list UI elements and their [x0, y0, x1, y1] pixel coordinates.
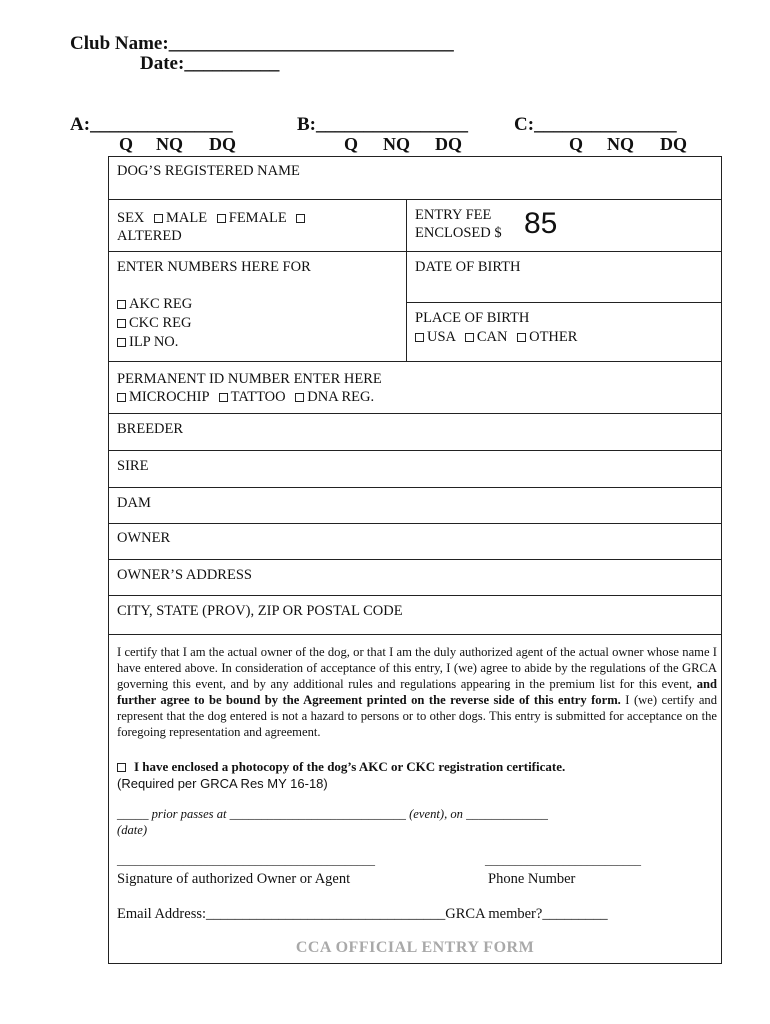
akc-reg-checkbox[interactable] — [117, 300, 126, 309]
class-c-label: C: — [514, 114, 535, 135]
microchip-checkbox[interactable] — [117, 393, 126, 402]
enter-numbers-label: ENTER NUMBERS HERE FOR — [117, 259, 311, 275]
divider — [109, 634, 721, 635]
divider — [109, 523, 721, 524]
pob-label: PLACE OF BIRTH — [415, 310, 530, 326]
class-c — [514, 114, 677, 136]
class-c-field[interactable]: _______________ — [534, 114, 677, 135]
dna-checkbox[interactable] — [295, 393, 304, 402]
class-a-nq[interactable]: NQ — [156, 134, 183, 154]
dob-label: DATE OF BIRTH — [415, 259, 521, 275]
perm-id-options — [117, 388, 374, 407]
altered-label: ALTERED — [117, 228, 182, 244]
altered-checkbox[interactable] — [296, 214, 305, 223]
date-field[interactable]: __________ — [184, 53, 280, 74]
prior-passes-line[interactable]: _____ prior passes at ____________________________ (event), on _____________ — [117, 807, 548, 821]
sex-label: SEX — [117, 210, 145, 226]
certification-text — [117, 644, 717, 740]
tattoo-checkbox[interactable] — [219, 393, 228, 402]
signature-line[interactable]: ___________________________________________ — [117, 853, 375, 867]
column-divider — [406, 199, 407, 361]
photocopy-checkbox[interactable] — [117, 763, 126, 772]
form-title: CCA OFFICIAL ENTRY FORM — [295, 939, 535, 956]
microchip-label: MICROCHIP — [129, 389, 210, 405]
phone-line[interactable]: __________________________ — [485, 853, 641, 867]
male-checkbox[interactable] — [154, 214, 163, 223]
female-label: FEMALE — [228, 210, 287, 226]
class-b-dq[interactable]: DQ — [435, 134, 462, 154]
class-a-field[interactable]: _______________ — [90, 114, 233, 135]
male-label: MALE — [166, 210, 208, 226]
club-name-label: Club Name: — [70, 33, 169, 54]
breeder-label: BREEDER — [117, 421, 184, 437]
akc-reg-label: AKC REG — [129, 296, 193, 312]
email-label: Email Address: — [117, 906, 207, 922]
class-b-label: B: — [297, 114, 316, 135]
class-b-field[interactable]: ________________ — [316, 114, 468, 135]
divider — [109, 559, 721, 560]
ckc-reg-option[interactable] — [117, 314, 191, 333]
divider — [109, 450, 721, 451]
class-c-q[interactable]: Q — [569, 134, 584, 154]
owner-address-label: OWNER’S ADDRESS — [117, 567, 252, 583]
other-label: OTHER — [529, 329, 578, 345]
divider — [109, 413, 721, 414]
member-label: GRCA member? — [445, 906, 543, 922]
pob-options — [415, 328, 577, 347]
dna-label: DNA REG. — [307, 389, 375, 405]
class-a-q[interactable]: Q — [119, 134, 134, 154]
female-checkbox[interactable] — [217, 214, 226, 223]
class-b-q[interactable]: Q — [344, 134, 359, 154]
akc-reg-option[interactable] — [117, 295, 192, 314]
class-b — [297, 114, 468, 136]
owner-label: OWNER — [117, 530, 171, 546]
email-field[interactable]: _________________________________ — [206, 906, 446, 922]
club-name-field[interactable]: ______________________________ — [168, 33, 454, 54]
email-row — [117, 905, 608, 924]
perm-id-label: PERMANENT ID NUMBER ENTER HERE — [117, 371, 382, 387]
ilp-option[interactable] — [117, 333, 178, 352]
cert-text-part1: I certify that I am the actual owner of the dog, or that I am the duly authorized agent of the actual owner whose name I have entered above. In consideration of acceptance of this entry, I (we) agree to abide by the regulations of the GRCA governing this event, and by any additional rules and regulations appearing in the premium list for this event, — [117, 645, 717, 691]
tattoo-label: TATTOO — [230, 389, 286, 405]
city-label: CITY, STATE (PROV), ZIP OR POSTAL CODE — [117, 603, 403, 619]
signature-label: Signature of authorized Owner or Agent — [117, 871, 351, 887]
class-a-dq[interactable]: DQ — [209, 134, 236, 154]
class-a-label: A: — [70, 114, 91, 135]
entry-form — [108, 156, 722, 964]
cert-text-part2: I (we) certify and represent that the dog entered is not a hazard to persons or to other dogs. This entry is submitted for acceptance on the foregoing representation and agreement. — [117, 693, 718, 739]
class-b-nq[interactable]: NQ — [383, 134, 410, 154]
usa-checkbox[interactable] — [415, 333, 424, 342]
member-field[interactable]: _________ — [542, 906, 608, 922]
dam-label: DAM — [117, 495, 151, 511]
class-c-dq[interactable]: DQ — [660, 134, 687, 154]
can-checkbox[interactable] — [465, 333, 474, 342]
date-row — [140, 53, 279, 75]
divider — [109, 251, 721, 252]
other-checkbox[interactable] — [517, 333, 526, 342]
ilp-checkbox[interactable] — [117, 338, 126, 347]
sex-field — [117, 209, 308, 228]
club-name-row — [70, 33, 454, 55]
requirement-note: (Required per GRCA Res MY 16-18) — [117, 776, 328, 791]
date-note: (date) — [117, 823, 148, 837]
entry-fee-amount[interactable]: 85 — [524, 207, 558, 240]
divider — [406, 302, 721, 303]
enclosed-label: ENCLOSED $ — [415, 225, 502, 241]
photocopy-statement: I have enclosed a photocopy of the dog’s AKC or CKC registration certificate. — [134, 759, 566, 774]
date-label: Date: — [140, 53, 185, 74]
entry-fee-label: ENTRY FEE — [415, 207, 492, 223]
ilp-label: ILP NO. — [129, 334, 179, 350]
usa-label: USA — [427, 329, 456, 345]
class-c-nq[interactable]: NQ — [607, 134, 634, 154]
ckc-reg-checkbox[interactable] — [117, 319, 126, 328]
divider — [109, 361, 721, 362]
ckc-reg-label: CKC REG — [129, 315, 192, 331]
cert-text-bold: and further agree to be bound by the Agreement printed on the reverse side of this entry form. — [117, 677, 717, 707]
divider — [109, 595, 721, 596]
divider — [109, 487, 721, 488]
dog-name-label: DOG’S REGISTERED NAME — [117, 163, 300, 179]
phone-label: Phone Number — [488, 871, 576, 887]
sire-label: SIRE — [117, 458, 149, 474]
can-label: CAN — [476, 329, 508, 345]
class-a — [70, 114, 233, 136]
divider — [109, 199, 721, 200]
